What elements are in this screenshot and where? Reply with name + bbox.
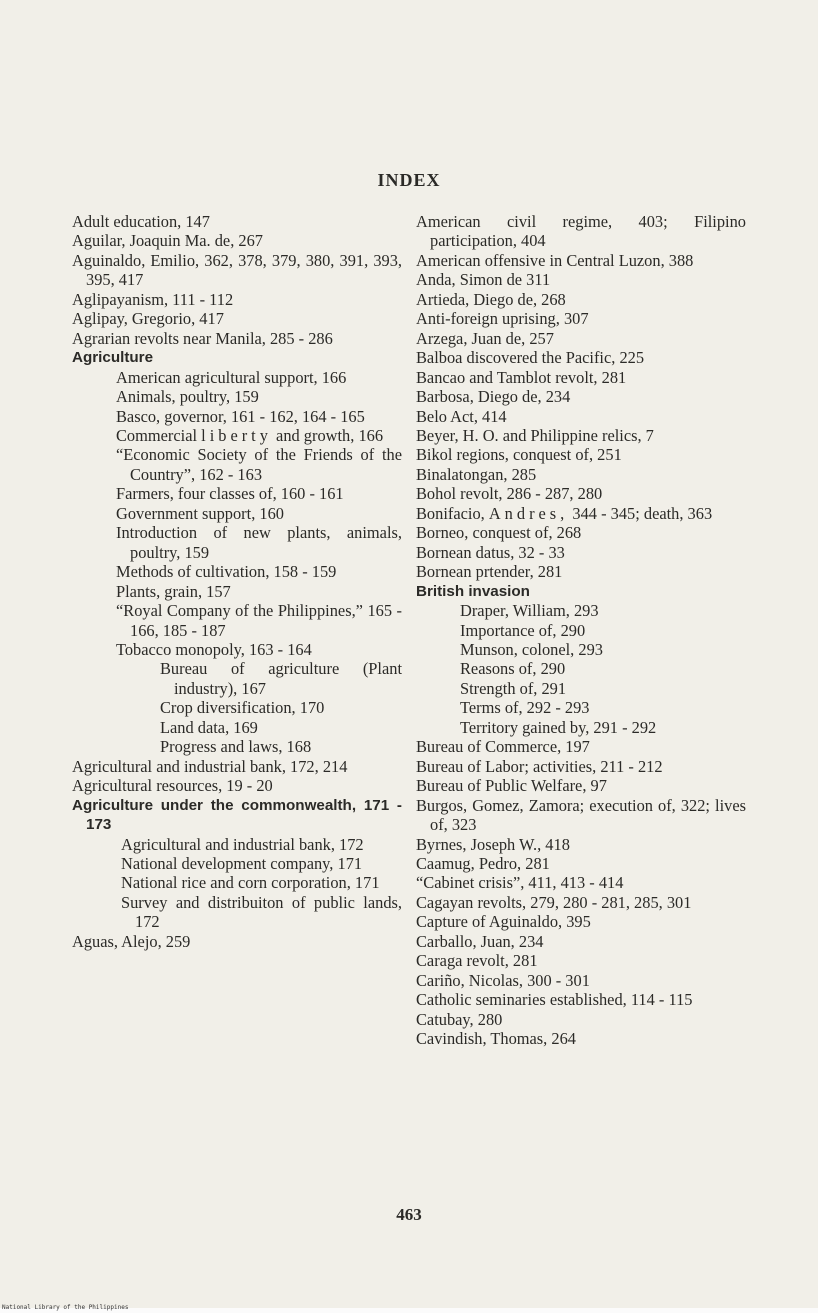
index-entry: Aglipayanism, 111 - 112 <box>72 289 234 309</box>
entry-text: 344 - 345; death, 363 <box>572 503 713 523</box>
index-subentry: Survey and distribuiton of public lands, 172 <box>121 892 402 932</box>
index-subentry <box>116 426 402 445</box>
page-title: INDEX <box>377 170 441 190</box>
index-subentry: “Economic Society of the Friends of the Country”, 162 - 163 <box>116 445 402 484</box>
index-subentry: Basco, governor, 161 - 162, 164 - 165 <box>116 406 365 426</box>
index-heading: Agriculture <box>72 349 154 367</box>
index-column-left <box>72 212 402 951</box>
index-subentry: “Royal Company of the Philippines,” 165 - 166, 185 - 187 <box>116 601 402 640</box>
index-entry: Caamug, Pedro, 281 <box>416 853 550 873</box>
index-subentry: National development company, 171 <box>121 853 363 873</box>
index-entry: Cariño, Nicolas, 300 - 301 <box>416 970 590 990</box>
index-entry: Barbosa, Diego de, 234 <box>416 387 571 407</box>
index-subentry: National rice and corn corporation, 171 <box>121 873 380 893</box>
index-entry: Bikol regions, conquest of, 251 <box>416 445 622 465</box>
index-entry: Caraga revolt, 281 <box>416 951 538 971</box>
index-column-right <box>416 212 746 1048</box>
entry-text: Bonifacio, <box>416 503 485 523</box>
index-entry: Belo Act, 414 <box>416 406 507 426</box>
index-entry: Artieda, Diego de, 268 <box>416 289 566 309</box>
index-entry: Bornean prtender, 281 <box>416 562 563 582</box>
index-entry: Aguinaldo, Emilio, 362, 378, 379, 380, 391, 393, 395, 417 <box>72 250 402 290</box>
index-subentry: American agricultural support, 166 <box>116 367 347 387</box>
index-entry: Cavindish, Thomas, 264 <box>416 1029 576 1049</box>
index-entry: Anti-foreign uprising, 307 <box>416 309 589 329</box>
index-entry <box>416 504 746 523</box>
index-entry: Beyer, H. O. and Philippine relics, 7 <box>416 425 654 445</box>
index-entry: Bohol revolt, 286 - 287, 280 <box>416 484 603 504</box>
index-subentry: Agricultural and industrial bank, 172 <box>121 834 364 854</box>
index-entry: Binalatongan, 285 <box>416 464 537 484</box>
index-entry: Aguas, Alejo, 259 <box>72 931 191 951</box>
index-entry: Borneo, conquest of, 268 <box>416 523 582 543</box>
index-subentry: Tobacco monopoly, 163 - 164 <box>116 639 312 659</box>
index-entry: Anda, Simon de 311 <box>416 270 551 290</box>
index-subentry: Animals, poultry, 159 <box>116 387 259 407</box>
index-subentry: Government support, 160 <box>116 503 284 523</box>
index-entry: Bornean datus, 32 - 33 <box>416 542 565 562</box>
entry-text-spaced: liberty <box>201 425 272 445</box>
index-subentry: Introduction of new plants, animals, poultry, 159 <box>116 523 402 562</box>
index-entry: Carballo, Juan, 234 <box>416 931 544 951</box>
index-entry: Cagayan revolts, 279, 280 - 281, 285, 301 <box>416 892 692 912</box>
index-entry: Bureau of Commerce, 197 <box>416 737 590 757</box>
index-subsubentry: Progress and laws, 168 <box>160 737 312 757</box>
index-entry: Bureau of Public Welfare, 97 <box>416 776 607 796</box>
index-subentry: Draper, William, 293 <box>460 601 599 621</box>
index-subentry: Territory gained by, 291 - 292 <box>460 717 657 737</box>
index-entry: American offensive in Central Luzon, 388 <box>416 250 694 270</box>
index-entry: Agricultural resources, 19 - 20 <box>72 776 273 796</box>
page-number: 463 <box>396 1205 422 1224</box>
index-subentry: Terms of, 292 - 293 <box>460 698 590 718</box>
index-entry: Arzega, Juan de, 257 <box>416 328 554 348</box>
entry-text: and growth, 166 <box>276 425 384 445</box>
index-entry: Aglipay, Gregorio, 417 <box>72 309 224 329</box>
index-entry: Burgos, Gomez, Zamora; execution of, 322; lives of, 323 <box>416 795 746 835</box>
index-heading: British invasion <box>416 582 530 600</box>
index-entry: Bureau of Labor; activities, 211 - 212 <box>416 756 663 776</box>
index-subentry: Importance of, 290 <box>460 620 586 640</box>
entry-text: Commercial <box>116 425 198 445</box>
index-subentry: Plants, grain, 157 <box>116 581 231 601</box>
index-subsubentry: Bureau of agriculture (Plant industry), 167 <box>160 659 402 698</box>
index-subsubentry: Crop diversification, 170 <box>160 698 325 718</box>
index-subentry: Methods of cultivation, 158 - 159 <box>116 562 337 582</box>
index-subentry: Farmers, four classes of, 160 - 161 <box>116 484 344 504</box>
index-entry: Byrnes, Joseph W., 418 <box>416 834 570 854</box>
index-subsubentry: Land data, 169 <box>160 717 258 737</box>
index-entry: Agricultural and industrial bank, 172, 214 <box>72 756 348 776</box>
index-entry: Bancao and Tamblot revolt, 281 <box>416 367 627 387</box>
entry-text-spaced: Andres, <box>488 503 569 523</box>
scan-footer: National Library of the Philippines <box>2 1304 129 1311</box>
index-entry: American civil regime, 403; Filipino participation, 404 <box>416 212 746 251</box>
index-subentry: Munson, colonel, 293 <box>460 639 603 659</box>
index-entry: “Cabinet crisis”, 411, 413 - 414 <box>416 873 624 893</box>
index-entry: Balboa discovered the Pacific, 225 <box>416 348 645 368</box>
index-subentry: Reasons of, 290 <box>460 659 566 679</box>
index-entry: Adult education, 147 <box>72 212 210 231</box>
index-entry: Capture of Aguinaldo, 395 <box>416 912 591 932</box>
index-subentry: Strength of, 291 <box>460 678 567 698</box>
index-entry: Catubay, 280 <box>416 1009 503 1029</box>
index-entry: Aguilar, Joaquin Ma. de, 267 <box>72 231 263 251</box>
index-entry: Agrarian revolts near Manila, 285 - 286 <box>72 328 333 348</box>
index-heading: Agriculture under the commonwealth, 171 - 173 <box>72 796 402 834</box>
index-entry: Catholic seminaries established, 114 - 115 <box>416 990 693 1010</box>
